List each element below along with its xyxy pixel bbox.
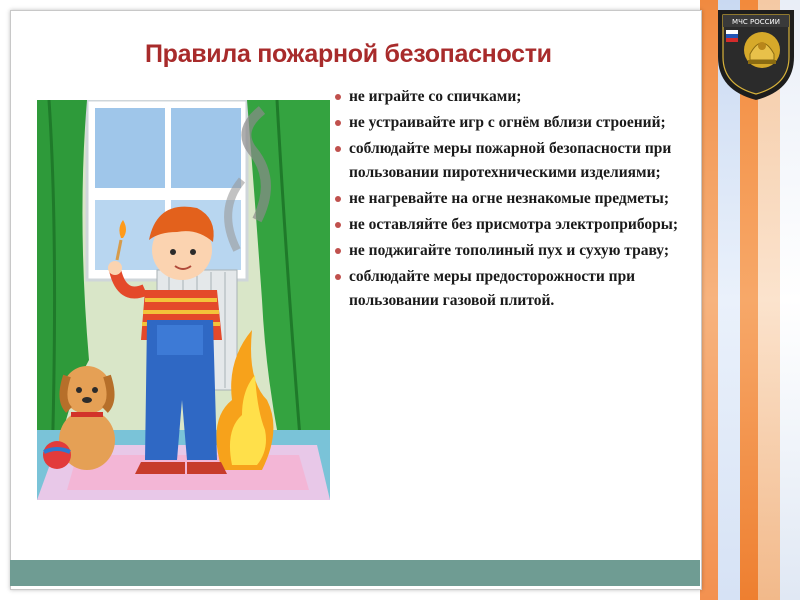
rule-item — [335, 137, 700, 185]
child-with-matches-fire-illustration — [37, 100, 330, 500]
rule-item — [335, 85, 700, 109]
bullet-icon — [335, 94, 341, 100]
slide-title: Правила пожарной безопасности — [145, 40, 552, 68]
rule-text: не оставляйте без присмотра электроприборы; — [349, 216, 679, 233]
rule-item — [335, 111, 700, 135]
footer-bar — [10, 560, 700, 586]
rule-item — [335, 265, 700, 313]
fire-safety-rules-list — [335, 85, 700, 315]
bullet-icon — [335, 196, 341, 202]
rule-text: не поджигайте тополиный пух и сухую траву; — [349, 242, 670, 259]
emblem-text: МЧС РОССИИ — [732, 18, 780, 26]
rule-item — [335, 213, 700, 237]
rule-text: не устраивайте игр с огнём вблизи строений; — [349, 114, 666, 131]
rule-text: соблюдайте меры пожарной безопасности при пользовании пиротехническими изделиями; — [349, 140, 672, 181]
rule-text: соблюдайте меры предосторожности при пользовании газовой плитой. — [349, 268, 636, 309]
bullet-icon — [335, 222, 341, 228]
rule-text: не играйте со спичками; — [349, 88, 522, 105]
fire-service-emblem-icon — [712, 2, 800, 102]
bullet-icon — [335, 120, 341, 126]
rule-item — [335, 187, 700, 211]
rule-item — [335, 239, 700, 263]
bullet-icon — [335, 274, 341, 280]
rule-text: не нагревайте на огне незнакомые предметы; — [349, 190, 670, 207]
bullet-icon — [335, 146, 341, 152]
bullet-icon — [335, 248, 341, 254]
